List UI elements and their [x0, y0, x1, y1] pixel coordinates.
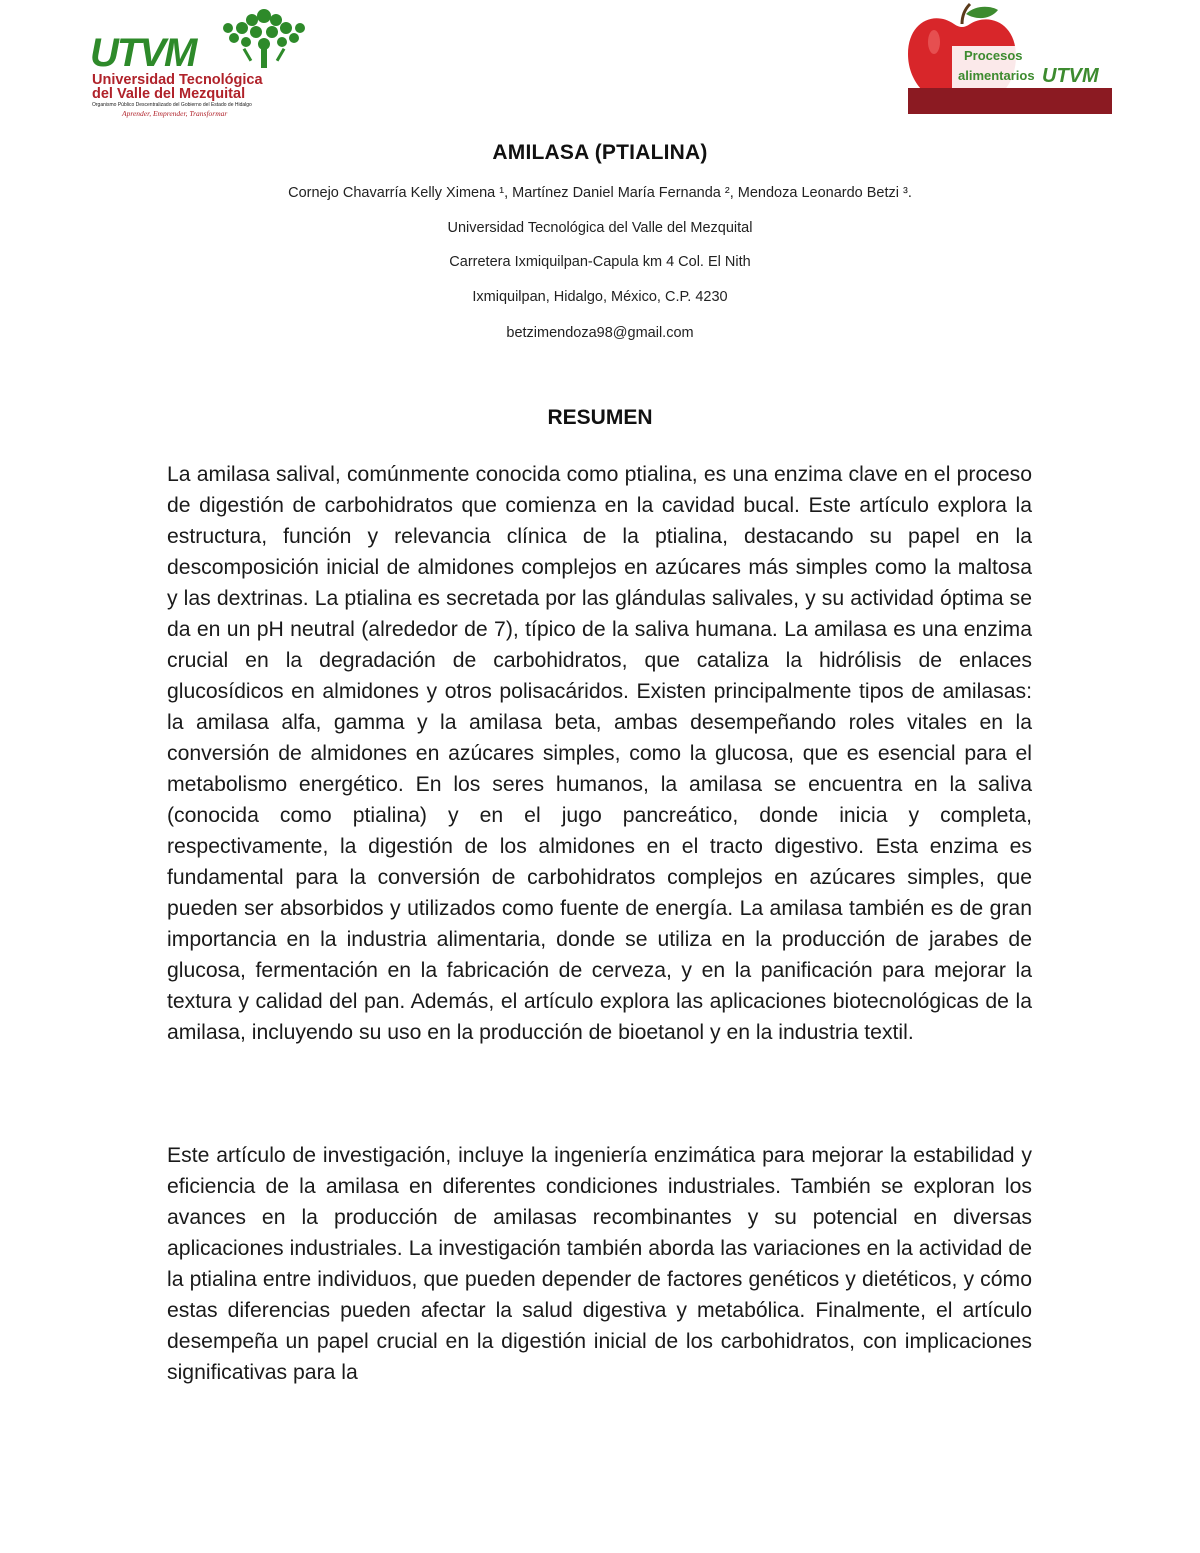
utvm-university-logo [86, 2, 322, 120]
logo-alimentarios-text: alimentarios [958, 68, 1035, 83]
tree-icon [223, 9, 305, 68]
utvm-logo-line1: Universidad Tecnológica [92, 72, 263, 88]
paper-title: AMILASA (PTIALINA) [492, 141, 708, 164]
paper-address-line1: Carretera Ixmiquilpan-Capula km 4 Col. El Nith [449, 254, 751, 270]
paper-authors: Cornejo Chavarría Kelly Ximena ¹, Martínez Daniel María Fernanda ², Mendoza Leonardo Betzi ³. [288, 185, 912, 201]
utvm-logo-line2: del Valle del Mezquital [92, 86, 246, 102]
logo-procesos-text: Procesos [964, 48, 1023, 63]
logo-banner [908, 88, 1112, 114]
paper-address-line2: Ixmiquilpan, Hidalgo, México, C.P. 4230 [472, 289, 728, 305]
logo-brand-text: UTVM [1042, 65, 1099, 87]
paper-email: betzimendoza98@gmail.com [506, 325, 694, 341]
procesos-alimentarios-logo [904, 2, 1114, 116]
abstract-heading: RESUMEN [547, 406, 653, 429]
abstract-paragraph-2: Este artículo de investigación, incluye la ingeniería enzimática para mejorar la estabilidad y eficiencia de la amilasa en diferentes condiciones industriales. También se exploran los avances en la producción de amilasas recombinantes y su potencial en diversas aplicaciones industriales. La investigación también aborda las variaciones en la actividad de la ptialina entre individuos, que pueden depender de factores genéticos y dietéticos, y cómo estas diferencias pueden afectar la salud digestiva y metabólica. Finalmente, el artículo desempeña un papel crucial en la digestión inicial de los carbohidratos, con implicaciones significativas para la [167, 1144, 1032, 1384]
utvm-logo-small: Organismo Público Descentralizado del Gobierno del Estado de Hidalgo [92, 102, 252, 108]
abstract-paragraph-1: La amilasa salival, comúnmente conocida como ptialina, es una enzima clave en el proceso de digestión de carbohidratos que comienza en la cavidad bucal. Este artículo explora la estructura, función y relevancia clínica de la ptialina, destacando su papel en la descomposición inicial de almidones complejos en azúcares más simples como la maltosa y las dextrinas. La ptialina es secretada por las glándulas salivales, y su actividad óptima se da en un pH neutral (alrededor de 7), típico de la saliva humana. La amilasa es una enzima crucial en la degradación de carbohidratos, que cataliza la hidrólisis de enlaces glucosídicos en almidones y otros polisacáridos. Existen principalmente tipos de amilasas: la amilasa alfa, gamma y la amilasa beta, ambas desempeñando roles vitales en la conversión de almidones en azúcares simples, como la glucosa, que es esencial para el metabolismo energético. En los seres humanos, la amilasa se encuentra en la saliva (conocida como ptialina) y en el jugo pancreático, donde inicia y completa, respectivamente, la digestión de los almidones en el tracto digestivo. Esta enzima es fundamental para la conversión de carbohidratos complejos en azúcares simples, que pueden ser absorbidos y utilizados como fuente de energía. La amilasa también es de gran importancia en la industria alimentaria, donde se utiliza en la producción de jarabes de glucosa, fermentación en la fabricación de cerveza, y en la panificación para mejorar la textura y calidad del pan. Además, el artículo explora las aplicaciones biotecnológicas de la amilasa, incluyendo su uso en la producción de bioetanol y en la industria textil. [167, 463, 1032, 1044]
utvm-logo-text: UTVM [90, 31, 196, 75]
paper-affiliation: Universidad Tecnológica del Valle del Mezquital [447, 220, 753, 236]
utvm-logo-motto: Aprender, Emprender, Transformar [122, 109, 228, 118]
